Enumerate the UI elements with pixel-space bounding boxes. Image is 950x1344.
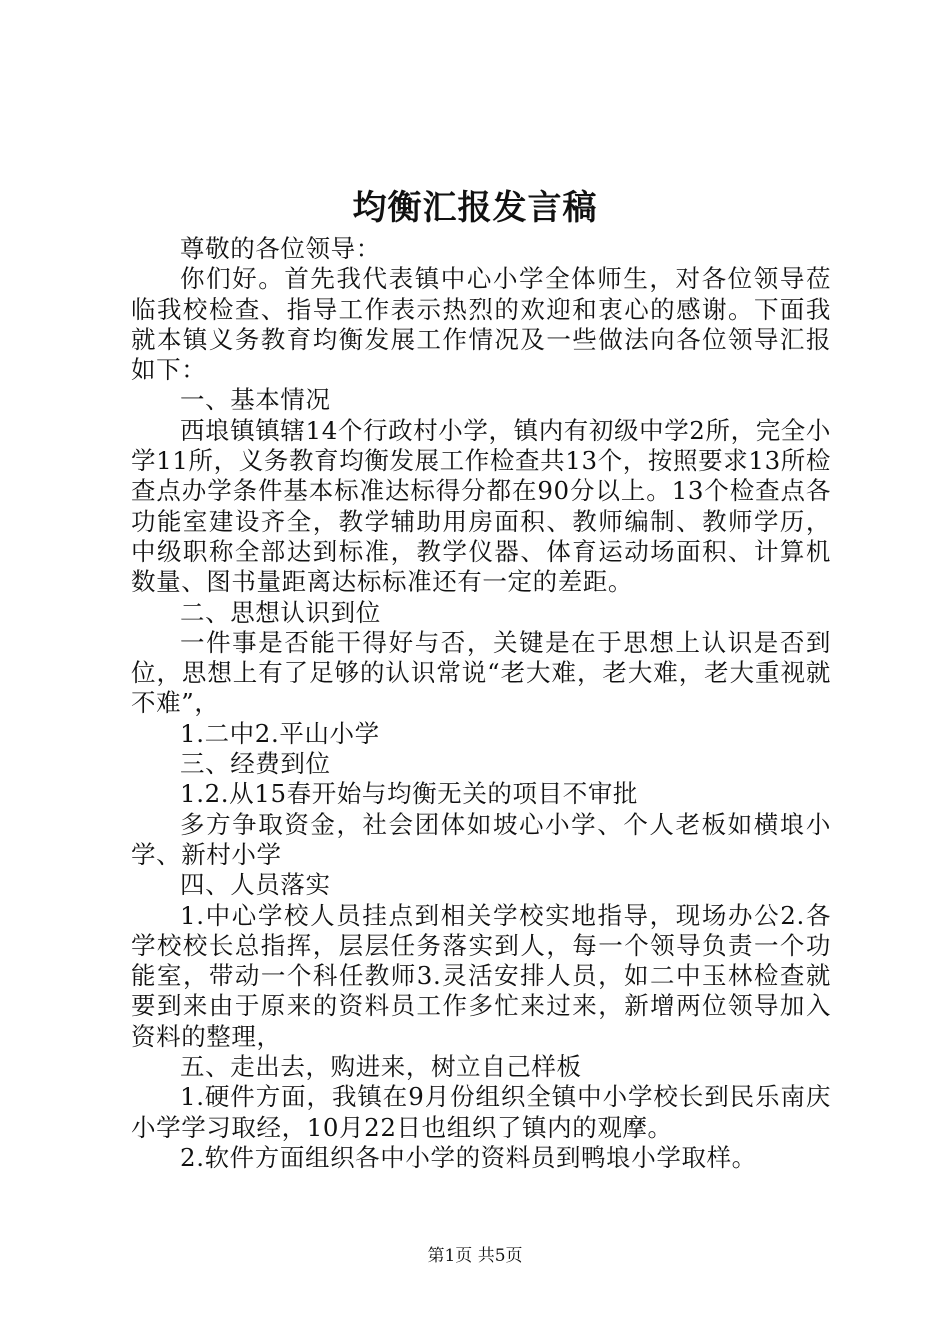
greeting-paragraph: 尊敬的各位领导：	[180, 234, 381, 263]
section-heading-funding: 三、经费到位	[180, 749, 331, 779]
section-heading-basic: 一、基本情况	[180, 385, 331, 415]
thinking-paragraph: 一件事是否能干得好与否，关键是在于思想上认识是否到位，思想上有了足够的认识常说“老大难，老大难，老大重视就不难”，	[131, 627, 831, 718]
funding-list: 1.2.从15春开始与均衡无关的项目不审批	[180, 779, 639, 809]
software-paragraph: 2.软件方面组织各中小学的资料员到鸭埌小学取样。	[180, 1142, 757, 1172]
hardware-paragraph: 1.硬件方面，我镇在9月份组织全镇中小学校长到民乐南庆小学学习取经，10月22日也组织了镇内的观摩。	[131, 1082, 831, 1142]
intro-paragraph: 你们好。首先我代表镇中心小学全体师生，对各位领导莅临我校检查、指导工作表示热烈的欢迎和衷心的感谢。下面我就本镇义务教育均衡发展工作情况及一些做法向各位领导汇报如下：	[131, 264, 831, 385]
funding-paragraph: 多方争取资金，社会团体如坡心小学、个人老板如横埌小学、新村小学	[131, 809, 831, 869]
page-number-footer: 第1页 共5页	[427, 1246, 523, 1266]
thinking-list: 1.二中2.平山小学	[180, 718, 380, 748]
document-body	[131, 234, 831, 1173]
section-heading-staff: 四、人员落实	[180, 870, 331, 900]
section-heading-thinking: 二、思想认识到位	[180, 597, 381, 627]
section-heading-outreach: 五、走出去，购进来，树立自己样板	[180, 1052, 582, 1082]
document-title: 均衡汇报发言稿	[352, 188, 598, 228]
staff-paragraph: 1.中心学校人员挂点到相关学校实地指导，现场办公2.各学校校长总指挥，层层任务落实到人，每一个领导负责一个功能室，带动一个科任教师3.灵活安排人员，如二中玉林检查就要到来由于原来的资料员工作多忙来过来，新增两位领导加入资料的整理，	[131, 900, 831, 1051]
basic-situation-paragraph: 西埌镇镇辖14个行政村小学，镇内有初级中学2所，完全小学11所，义务教育均衡发展工作检查共13个，按照要求13所检查点办学条件基本标准达标得分都在90分以上。13个检查点各功能室建设齐全，教学辅助用房面积、教师编制、教师学历，中级职称全部达到标准，教学仪器、体育运动场面积、计算机数量、图书量距离达标标准还有一定的差距。	[131, 415, 831, 597]
